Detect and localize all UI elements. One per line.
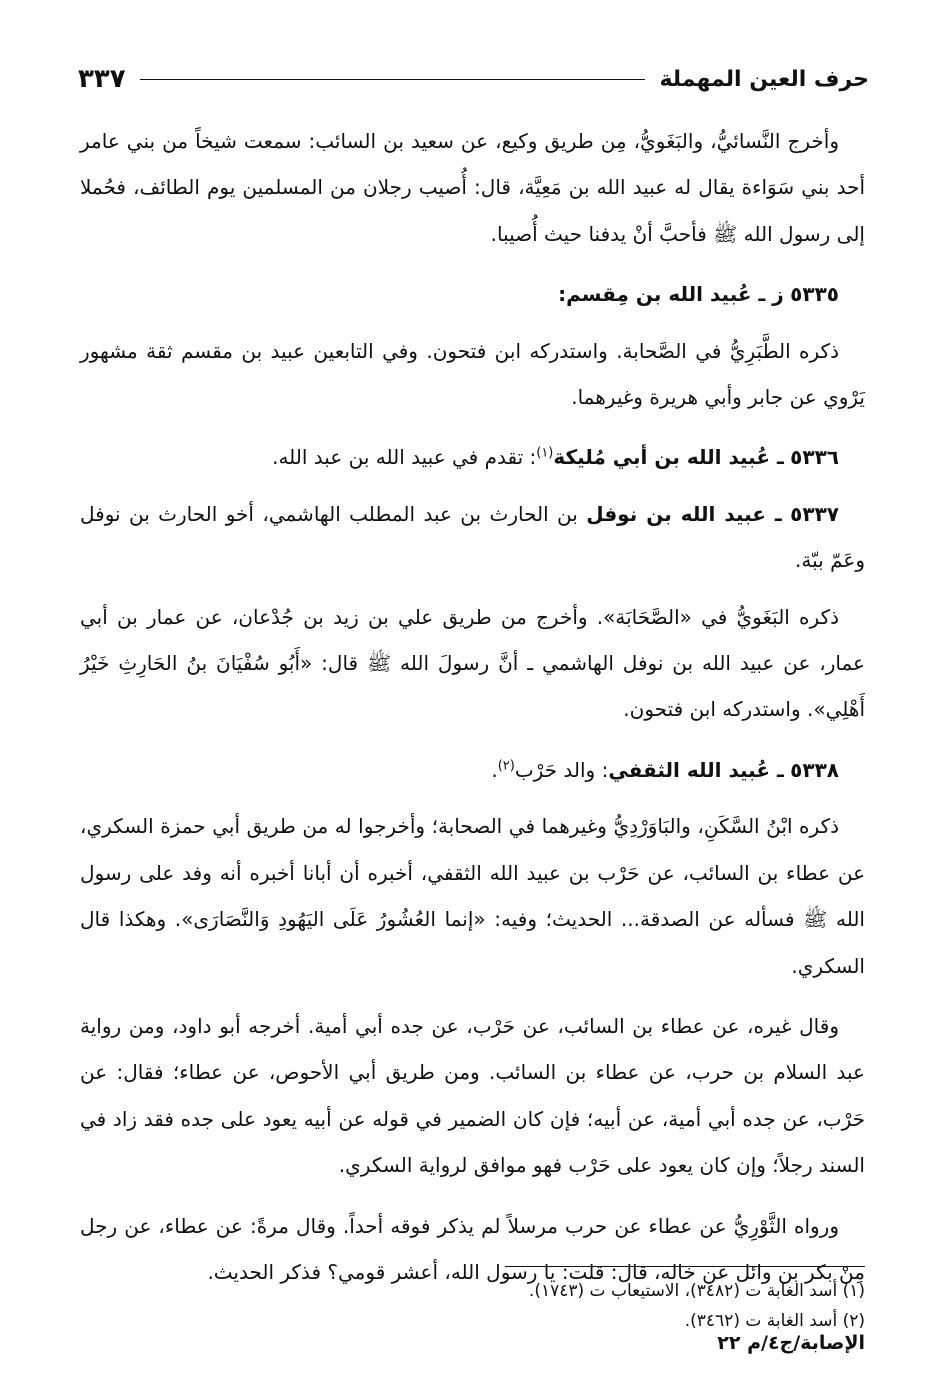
page-header (78, 62, 869, 96)
entry-text-end: . (491, 757, 498, 782)
header-rule (140, 79, 646, 80)
paragraph: ذكره الطَّبَرِيُّ في الصَّحابة. واستدركه ابن فتحون. وفي التابعين عبيد بن مقسم ثقة مشهور يَرْوي عن جابر وأبي هريرة وغيرهما. (80, 338, 865, 410)
paragraph: وقال غيره، عن عطاء بن السائب، عن حَرْب، عن جده أبي أمية. أخرجه أبو داود، ومن رواية عبد السلام بن حرب، عن عطاء بن السائب. ومن طريق أبي الأحوص، عن عطاء؛ فقال: عن حَرْب، عن جده أبي أمية، عن أبيه؛ فإن كان الضمير في قوله عن أبيه يعود على جده فقد زاد في السند رجلاً؛ وإن كان يعود على حَرْب فهو موافق لرواية السكري. (80, 1013, 865, 1178)
entry-text: : تقدم في عبيد الله بن عبد الله. (272, 445, 537, 470)
paragraph: وأخرج النَّسائيُّ، والبَغَويُّ، مِن طريق وكيع، عن سعيد بن السائب: سمعت شيخاً من بني عامر أحد بني سَوَاءة يقال له عبيد الله بن مَعِيَّة، قال: أُصيب رجلان من المسلمين يوم الطائف، فحُملا إلى رسول الله ﷺ فأحبَّ أنْ يدفنا حيث أُصيبا. (80, 129, 865, 246)
entry-name: ـ عبيد الله بن نوفل (586, 501, 782, 526)
paragraph: ذكره ابْنُ السَّكَنِ، والبَاوَرْدِيُّ وغيرهما في الصحابة؛ وأخرجوا له من طريق أبي حمزة السكري، عن عطاء بن السائب، عن حَرْب بن عبيد الله الثقفي، أخبره أن أبانا أخبره أنه وفد على رسول الله ﷺ فسأله عن الصدقة... الحديث؛ وفيه: «إنما العُشُورُ عَلَى اليَهُودِ وَالنَّصَارَى». وهكذا قال السكري. (80, 814, 865, 978)
footnote-separator (505, 1266, 865, 1267)
entry-5336 (80, 434, 865, 480)
entry-number: ٥٣٣٦ (790, 445, 839, 470)
entry-number: ٥٣٣٨ (790, 757, 839, 782)
book-signature: الإصابة/ج٤/م ٢٢ (717, 1332, 865, 1354)
footnote-2: (٢) أسد الغابة ت (٣٤٦٢). (684, 1311, 865, 1331)
entry-name: ـ عُبيد الله بن أبي مُليكة (553, 445, 784, 470)
page-number: ٣٣٧ (78, 64, 126, 94)
footnote-marker: (٢) (497, 758, 515, 774)
entry-5337 (80, 491, 865, 584)
entry-number: ٥٣٣٥ (790, 282, 839, 307)
running-title: حرف العين المهملة (659, 66, 869, 92)
entry-text: : والد حَرْب (514, 757, 609, 782)
paragraph: ورواه الثَّوْرِيُّ عن عطاء عن حرب مرسلاً لم يذكر فوقه أحداً. وقال مرةً: عن عطاء، عن رجل مِنْ بكر بن وائل عن خاله، قال: قلت: يا رسول الله، أعشر قومي؟ فذكر الحديث. (80, 1213, 865, 1284)
footnotes (80, 1276, 865, 1336)
entry-5338 (80, 747, 865, 793)
footnote-1: (١) أسد الغابة ت (٣٤٨٢)، الاستيعاب ت (١٧٤٣). (528, 1281, 865, 1301)
paragraph: ذكره البَغَويُّ في «الصَّحَابَة». وأخرج من طريق علي بن زيد بن جُدْعان، عن عمار بن أبي عمار، عن عبيد الله بن نوفل الهاشمي ـ أنَّ رسولَ الله ﷺ قال: «أَبُو سُفْيَانَ بنُ الحَارِثِ خَيْرُ أَهْلِي». واستدركه ابن فتحون. (80, 604, 865, 722)
entry-name: ز ـ عُبيد الله بن مِقسم: (558, 282, 784, 307)
main-text (80, 118, 865, 1309)
entry-5335 (80, 271, 865, 317)
entry-text: بن الحارث بن عبد المطلب الهاشمي، أخو الحارث بن نوفل وعَمّ ببّة. (80, 501, 865, 573)
entry-name: ـ عُبيد الله الثقفي (608, 757, 784, 782)
footnote-marker: (١) (536, 445, 554, 461)
entry-number: ٥٣٣٧ (790, 501, 839, 526)
